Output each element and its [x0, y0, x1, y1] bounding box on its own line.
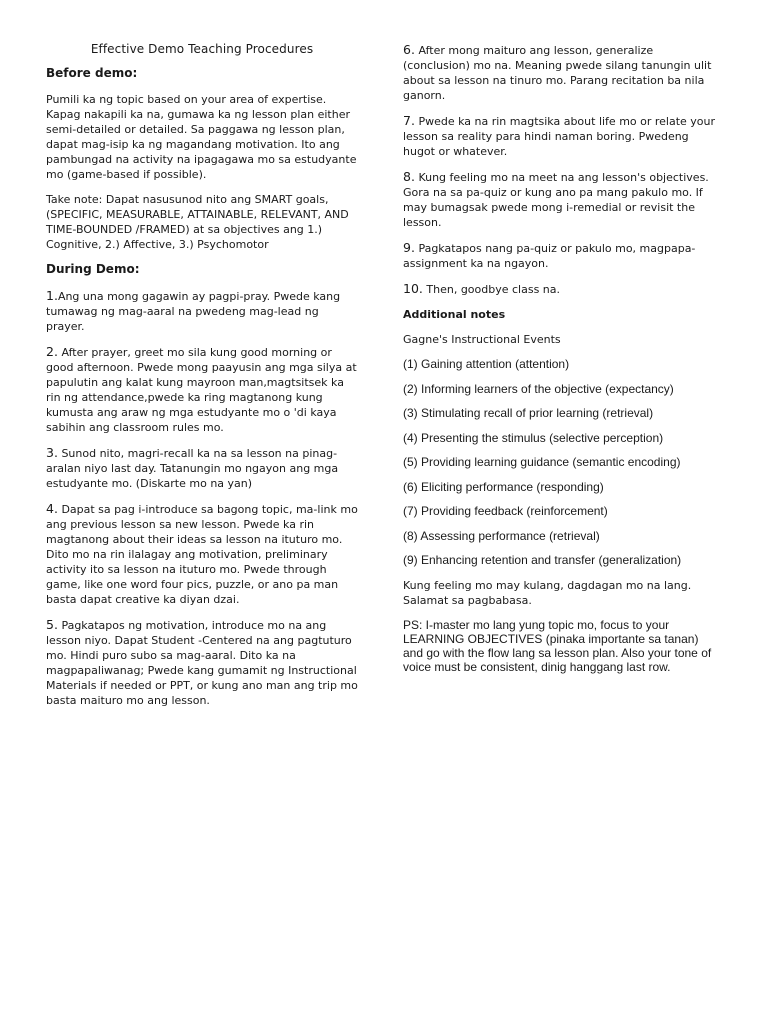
step-3 [46, 445, 358, 491]
before-demo-paragraph: Pumili ka ng topic based on your area of expertise. Kapag nakapili ka na, gumawa ka ng lesson plan either semi-detailed or detailed. Sa paggawa ng lesson plan, dapat mag-isip ka ng magandang motivation. Ito ang pambungad na activity na ipagagawa mo sa estudyante mo (game-based if possible). [46, 93, 357, 181]
event-item: (5) Providing learning guidance (semantic encoding) [403, 455, 681, 469]
document-title: Effective Demo Teaching Procedures [90, 42, 314, 56]
step-10 [403, 281, 721, 297]
step-number: 9. [403, 240, 415, 255]
during-demo-heading: During Demo: [46, 262, 140, 276]
step-7 [403, 113, 721, 159]
right-column [403, 42, 721, 684]
event-item: (2) Informing learners of the objective (expectancy) [403, 381, 674, 396]
step-5 [46, 617, 358, 708]
step-number: 10. [403, 281, 423, 296]
step-8 [403, 169, 721, 230]
take-note-paragraph: Take note: Dapat nasusunod nito ang SMART goals, (SPECIFIC, MEASURABLE, ATTAINABLE, RELEVANT, AND TIME-BOUNDED /FRAMED) at sa objectives ang 1.) Cognitive, 2.) Affective, 3.) Psychomotor [46, 193, 349, 251]
step-6 [403, 42, 721, 103]
step-text: Pwede ka na rin magtsika about life mo or relate your lesson sa reality para hindi naman boring. Pwedeng hugot or whatever. [403, 115, 716, 158]
ps-paragraph: PS: I-master mo lang yung topic mo, focus to your LEARNING OBJECTIVES (pinaka importante sa tanan) and go with the flow lang sa lesson plan. Also your tone of voice must be consistent, dinig hanggang last row. [403, 617, 712, 674]
step-number: 6. [403, 42, 415, 57]
step-number: 4. [46, 501, 58, 516]
step-number: 7. [403, 113, 415, 128]
event-item: (4) Presenting the stimulus (selective perception) [403, 430, 664, 445]
event-item: (7) Providing feedback (reinforcement) [403, 504, 608, 518]
step-2 [46, 344, 358, 435]
step-text: Sunod nito, magri-recall ka na sa lesson na pinag-aralan niyo last day. Tatanungin mo ngayon ang mga estudyante mo. (Diskarte mo na yan) [46, 447, 339, 490]
step-number: 3. [46, 445, 58, 460]
gagne-events-list [403, 357, 721, 569]
step-text: Ang una mong gagawin ay pagpi-pray. Pwede kang tumawag ng mag-aaral na pwedeng mag-lead ng prayer. [46, 290, 341, 333]
step-text: After prayer, greet mo sila kung good morning or good afternoon. Pwede mong paayusin ang mga silya at papulutin ang kalat kung mayroon man,magtsitsek ka rin ng attendance,pwede ka ring magtanong kung kumusta ang araw ng mga estudyante mo o 'di kaya sabihin ang classroom rules mo. [46, 346, 357, 434]
event-item: (3) Stimulating recall of prior learning (retrieval) [403, 406, 654, 420]
step-text: Pagkatapos nang pa-quiz or pakulo mo, magpapa-assignment ka na ngayon. [403, 242, 696, 270]
before-demo-heading: Before demo: [46, 66, 138, 80]
step-9 [403, 240, 721, 271]
step-text: Dapat sa pag i-introduce sa bagong topic, ma-link mo ang previous lesson sa new lesson. Pwede ka rin magtanong about their ideas sa lesson na ituturo mo. Dito mo na rin ilalagay ang motivation, preliminary activity ito sa lesson na ituturo mo. Pwede through game, like one word four pics, puzzle, or ano pa man basta dapat creative ka diyan dzai. [46, 503, 358, 606]
step-number: 8. [403, 169, 415, 184]
step-text: Pagkatapos ng motivation, introduce mo na ang lesson niyo. Dapat Student -Centered na ang pagtuturo mo. Hindi puro subo sa mag-aaral. Dito ka na magpapaliwanag; Pwede kang gumamit ng Instructional Materials if needed or PPT, or kung ano man ang trip mo basta maituro mo ang lesson. [46, 619, 358, 707]
step-number: 5. [46, 617, 58, 632]
step-1 [46, 288, 358, 334]
closing-paragraph: Kung feeling mo may kulang, dagdagan mo na lang. Salamat sa pagbabasa. [403, 578, 692, 607]
additional-notes-heading: Additional notes [403, 308, 506, 321]
left-column [46, 42, 358, 718]
step-4 [46, 501, 358, 607]
event-item: (1) Gaining attention (attention) [403, 357, 570, 371]
step-number: 2. [46, 344, 58, 359]
event-item: (9) Enhancing retention and transfer (generalization) [403, 553, 682, 567]
step-text: Kung feeling mo na meet na ang lesson's objectives. Gora na sa pa-quiz or kung ano pa mang pakulo mo. If may bumagsak pwede mong i-remedial or revisit the lesson. [403, 171, 709, 229]
step-number: 1. [46, 288, 58, 303]
event-item: (8) Assessing performance (retrieval) [403, 528, 600, 543]
event-item: (6) Eliciting performance (responding) [403, 479, 604, 494]
gagne-heading: Gagne's Instructional Events [403, 333, 561, 346]
step-text: Then, goodbye class na. [426, 283, 561, 296]
step-text: After mong maituro ang lesson, generalize (conclusion) mo na. Meaning pwede silang tanungin ulit about sa lesson na tinuro mo. Parang recitation ba nila ganorn. [403, 44, 712, 102]
